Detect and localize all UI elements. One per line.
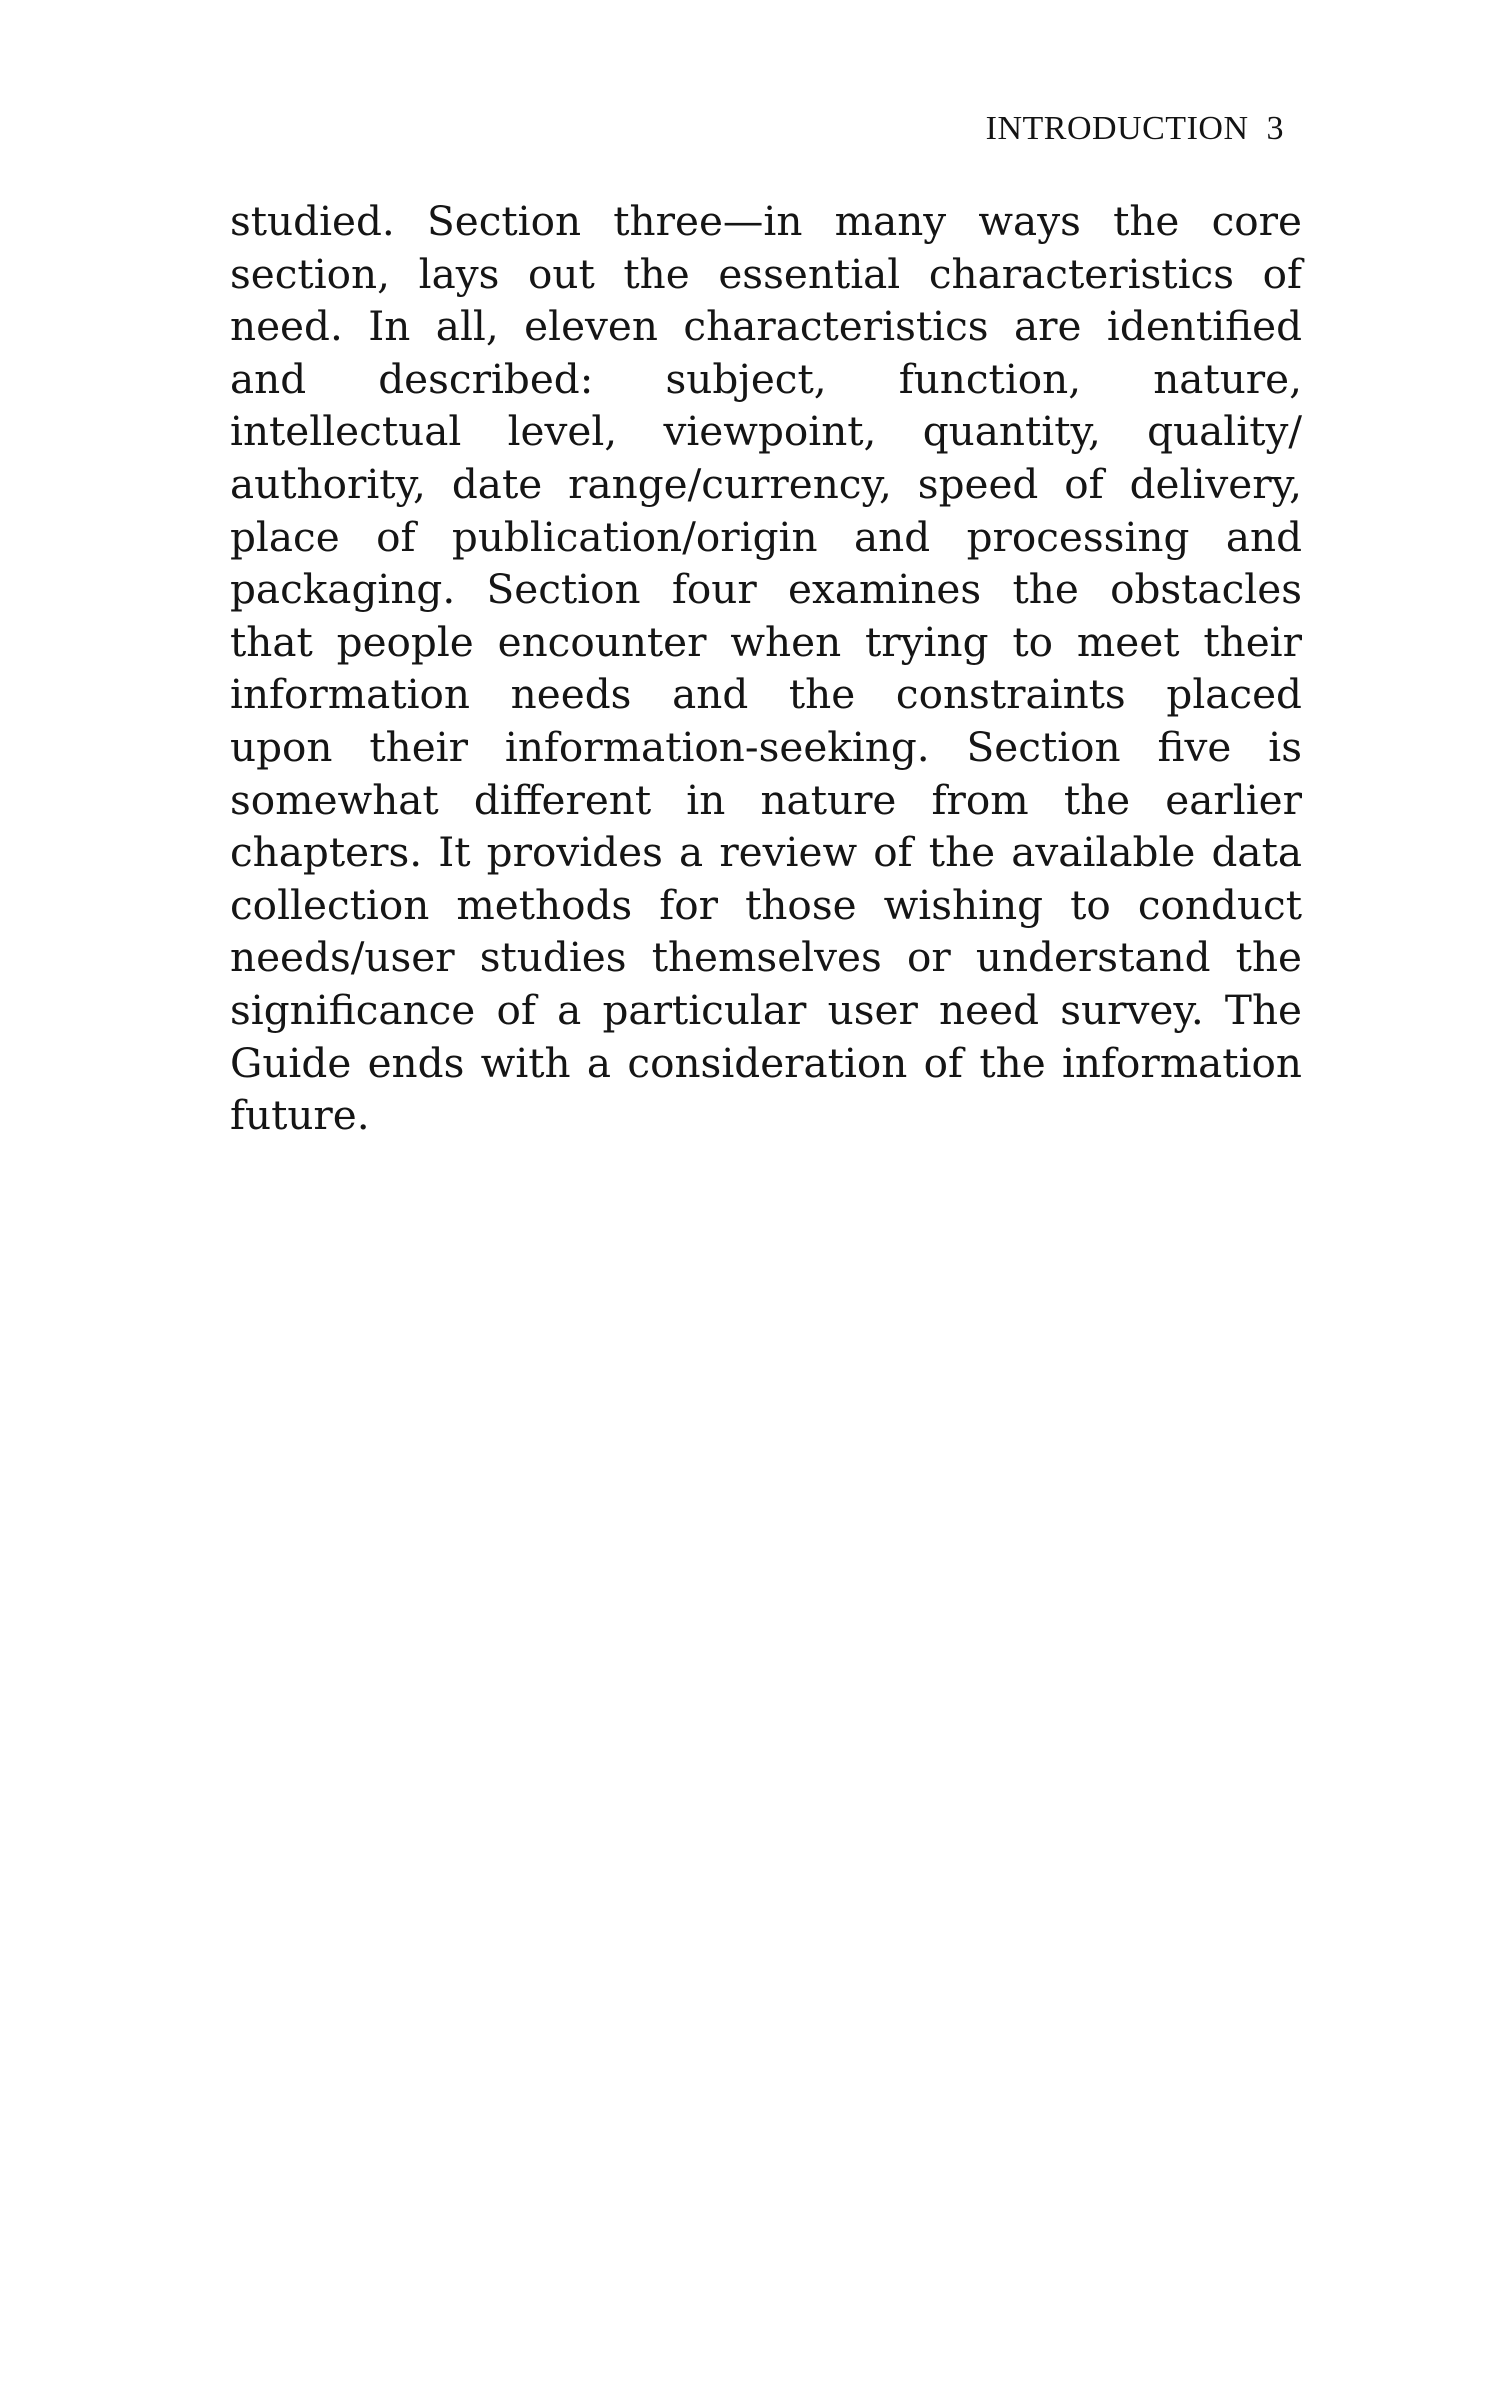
- text-line: collection methods for those wishing to conduct: [230, 880, 1302, 929]
- text-line: chapters. It provides a review of the available data: [230, 828, 1302, 877]
- text-line: upon their information-seeking. Section five is: [230, 722, 1302, 771]
- text-line: section, lays out the essential characteristics of: [230, 249, 1302, 298]
- text-line: place of publication/origin and processing and: [230, 512, 1302, 561]
- text-line: intellectual level, viewpoint, quantity, quality/: [230, 407, 1302, 456]
- running-head: [986, 110, 1284, 148]
- text-line: somewhat different in nature from the earlier: [230, 775, 1302, 824]
- text-line: significance of a particular user need survey. The: [230, 985, 1302, 1034]
- text-line: need. In all, eleven characteristics are identified: [230, 302, 1302, 351]
- page-number: 3: [1266, 110, 1284, 147]
- text-line: packaging. Section four examines the obstacles: [230, 565, 1302, 614]
- text-line: and described: subject, function, nature,: [230, 354, 1302, 403]
- text-line: studied. Section three—in many ways the core: [230, 197, 1302, 245]
- text-line: future.: [230, 1091, 370, 1140]
- text-line: information needs and the constraints placed: [230, 670, 1302, 719]
- body-paragraph: [230, 195, 1302, 1142]
- text-line: needs/user studies themselves or understand the: [230, 933, 1302, 982]
- text-line: authority, date range/currency, speed of delivery,: [230, 459, 1302, 508]
- running-head-title: INTRODUCTION: [985, 110, 1249, 147]
- text-line: Guide ends with a consideration of the information: [230, 1038, 1302, 1087]
- text-line: that people encounter when trying to meet their: [230, 617, 1302, 666]
